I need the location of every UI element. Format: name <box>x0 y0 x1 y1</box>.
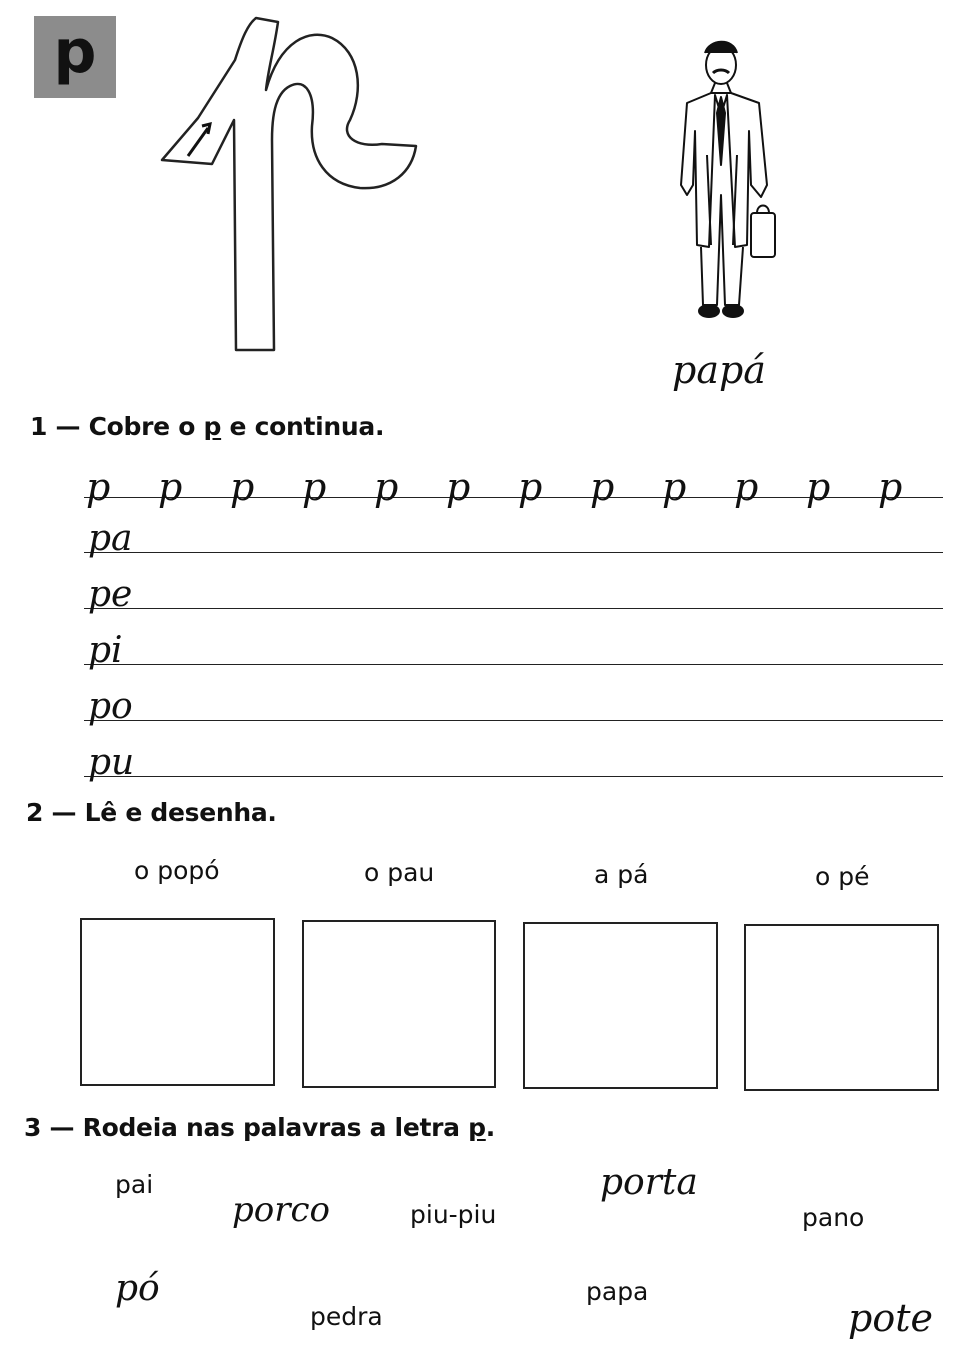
exercise-3-text: Rodeia nas palavras a letra <box>82 1113 469 1142</box>
word-papa[interactable]: papa <box>586 1277 649 1306</box>
exercise-2-heading <box>26 798 277 827</box>
word-pano[interactable]: pano <box>802 1203 865 1232</box>
exercise-1-text: Cobre o <box>88 412 204 441</box>
word-po[interactable]: pó <box>115 1268 160 1309</box>
draw-label-pa: a pá <box>594 860 649 889</box>
draw-box-popo[interactable] <box>80 918 275 1086</box>
word-porco[interactable]: porco <box>232 1190 330 1230</box>
trace-p-6: p <box>446 465 471 509</box>
exercise-1-suffix: e continua. <box>221 412 385 441</box>
exercise-1-heading <box>30 412 384 441</box>
exercise-1-number: 1 <box>30 412 48 441</box>
exercise-3-suffix: . <box>485 1113 495 1142</box>
trace-line-2[interactable] <box>84 552 943 553</box>
letter-badge-text: p <box>53 17 97 87</box>
word-pai[interactable]: pai <box>115 1170 154 1199</box>
trace-line-5[interactable] <box>84 720 943 721</box>
trace-line-3[interactable] <box>84 608 943 609</box>
man-illustration <box>665 35 780 330</box>
exercise-3-letter: p <box>468 1113 486 1142</box>
draw-label-popo: o popó <box>134 856 220 885</box>
trace-p-12: p <box>878 465 903 509</box>
caption-word: papá <box>672 348 766 392</box>
trace-p-9: p <box>662 465 687 509</box>
trace-p-4: p <box>302 465 327 509</box>
trace-p-11: p <box>806 465 831 509</box>
trace-p-7: p <box>518 465 543 509</box>
word-porta[interactable]: porta <box>600 1162 698 1203</box>
exercise-1-dash: — <box>55 412 81 441</box>
draw-box-pau[interactable] <box>302 920 496 1088</box>
trace-p-8: p <box>590 465 615 509</box>
draw-box-pa[interactable] <box>523 922 718 1089</box>
trace-line-6[interactable] <box>84 776 943 777</box>
letter-badge <box>34 16 116 98</box>
draw-label-pau: o pau <box>364 858 435 887</box>
exercise-2-dash: — <box>51 798 77 827</box>
exercise-3-dash: — <box>49 1113 75 1142</box>
trace-syllable-pa: pa <box>88 518 133 559</box>
word-pote[interactable]: pote <box>848 1296 933 1340</box>
trace-p-3: p <box>230 465 255 509</box>
draw-label-pe: o pé <box>815 862 870 891</box>
trace-syllable-pe: pe <box>88 574 133 615</box>
exercise-1-letter: p <box>203 412 222 441</box>
trace-p-1: p <box>86 465 111 509</box>
word-pedra[interactable]: pedra <box>310 1302 383 1331</box>
trace-syllable-pu: pu <box>88 742 135 783</box>
trace-line-4[interactable] <box>84 664 943 665</box>
word-piu-piu[interactable]: piu-piu <box>410 1200 497 1229</box>
exercise-2-number: 2 <box>26 798 44 827</box>
large-letter-outline <box>150 10 430 360</box>
trace-p-5: p <box>374 465 399 509</box>
trace-p-10: p <box>734 465 759 509</box>
exercise-2-text: Lê e desenha. <box>84 798 277 827</box>
trace-syllable-po: po <box>88 686 133 727</box>
trace-p-2: p <box>158 465 183 509</box>
draw-box-pe[interactable] <box>744 924 939 1091</box>
exercise-3-number: 3 <box>24 1113 42 1142</box>
exercise-3-heading <box>24 1113 495 1142</box>
trace-syllable-pi: pi <box>88 630 123 671</box>
